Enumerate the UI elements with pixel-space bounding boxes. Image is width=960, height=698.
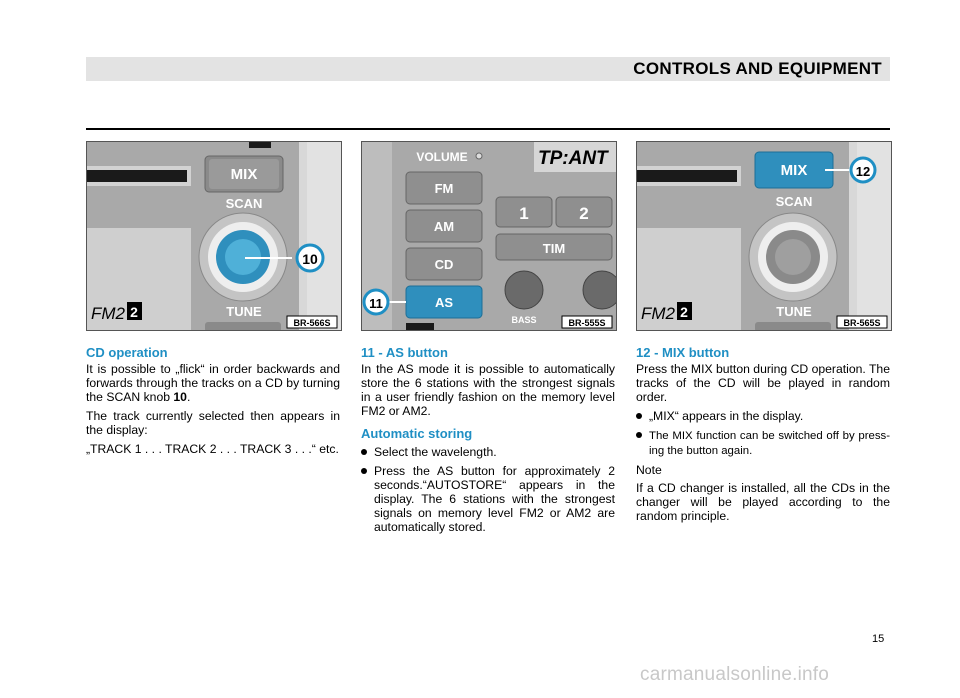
- scan-label: SCAN: [225, 196, 263, 211]
- display-fm2: FM2: [91, 304, 125, 323]
- header-rule: [86, 128, 890, 130]
- volume-label: VOLUME: [416, 150, 468, 164]
- watermark: carmanualsonline.info: [640, 664, 830, 685]
- figure-ref: BR-566S: [293, 318, 331, 328]
- svg-text:2: 2: [680, 304, 688, 320]
- as-button-label: AS: [434, 295, 454, 310]
- preset-1-label: 1: [519, 204, 529, 223]
- section-heading: 11 - AS button: [361, 345, 448, 360]
- scan-label: SCAN: [775, 194, 813, 209]
- page-number: 15: [872, 633, 885, 645]
- figure-as-button: [361, 141, 617, 331]
- preset-2-label: 2: [579, 204, 589, 223]
- am-button-label: AM: [433, 219, 455, 234]
- subsection-heading: Automatic storing: [361, 426, 473, 441]
- section-heading: 12 - MIX button: [636, 345, 730, 360]
- list-item: The MIX function can be switched off by press-ing the button again.: [636, 428, 890, 458]
- bullet-icon: [361, 468, 367, 474]
- mix-label: MIX: [780, 162, 808, 179]
- paragraph: „TRACK 1 . . . TRACK 2 . . . TRACK 3 . . .“ etc.: [86, 442, 339, 456]
- figure-ref: BR-555S: [568, 318, 606, 328]
- bass-label: BASS: [511, 315, 537, 325]
- paragraph: Press the MIX button during CD operation. The tracks of the CD will be played in random order.: [636, 362, 890, 404]
- svg-text:2: 2: [130, 304, 138, 320]
- column-as-button: [361, 345, 615, 539]
- figure-ref: BR-565S: [843, 318, 881, 328]
- note-text: If a CD changer is installed, all the CDs in the changer will be played according to the random principle.: [636, 481, 890, 523]
- paragraph: In the AS mode it is possible to automatically store the 6 stations with the strongest signals in a user friendly fashion on the memory level FM2 or AM2.: [361, 362, 615, 418]
- display-tp-ant: TP:ANT: [538, 148, 608, 169]
- tune-label: TUNE: [226, 304, 262, 319]
- callout-10: 10: [302, 251, 318, 267]
- paragraph: The track currently selected then appears in the display:: [86, 409, 340, 437]
- note-title: Note: [636, 463, 662, 477]
- tune-label: TUNE: [776, 304, 812, 319]
- header-bar: [86, 57, 890, 81]
- figure-cd-operation: [86, 141, 342, 331]
- list-item: Select the wavelength.: [361, 445, 615, 459]
- bullet-icon: [361, 449, 367, 455]
- list-item: Press the AS button for approximately 2 seconds.“AUTOSTORE“ appears in the display. The 6 stations with the strongest signals on memory level FM2 or AM2 are automatically stored.: [361, 464, 615, 534]
- tim-button-label: TIM: [542, 241, 566, 256]
- page-title: CONTROLS AND EQUIPMENT: [633, 59, 882, 78]
- section-heading: CD operation: [86, 345, 168, 360]
- cd-button-label: CD: [434, 257, 454, 272]
- callout-12: 12: [855, 164, 871, 179]
- paragraph: It is possible to „flick“ in order backwards and forwards through the tracks on a CD by turning the SCAN knob 10.: [86, 362, 340, 404]
- list-item: „MIX“ appears in the display.: [636, 409, 890, 423]
- bullet-icon: [636, 432, 642, 438]
- bullet-icon: [636, 413, 642, 419]
- display-fm2: FM2: [641, 304, 675, 323]
- fm-button-label: FM: [434, 181, 454, 196]
- mix-label: MIX: [230, 166, 258, 183]
- column-cd-operation: [86, 345, 340, 461]
- callout-11: 11: [369, 296, 383, 311]
- column-mix-button: [636, 345, 890, 528]
- figure-mix-button: [636, 141, 892, 331]
